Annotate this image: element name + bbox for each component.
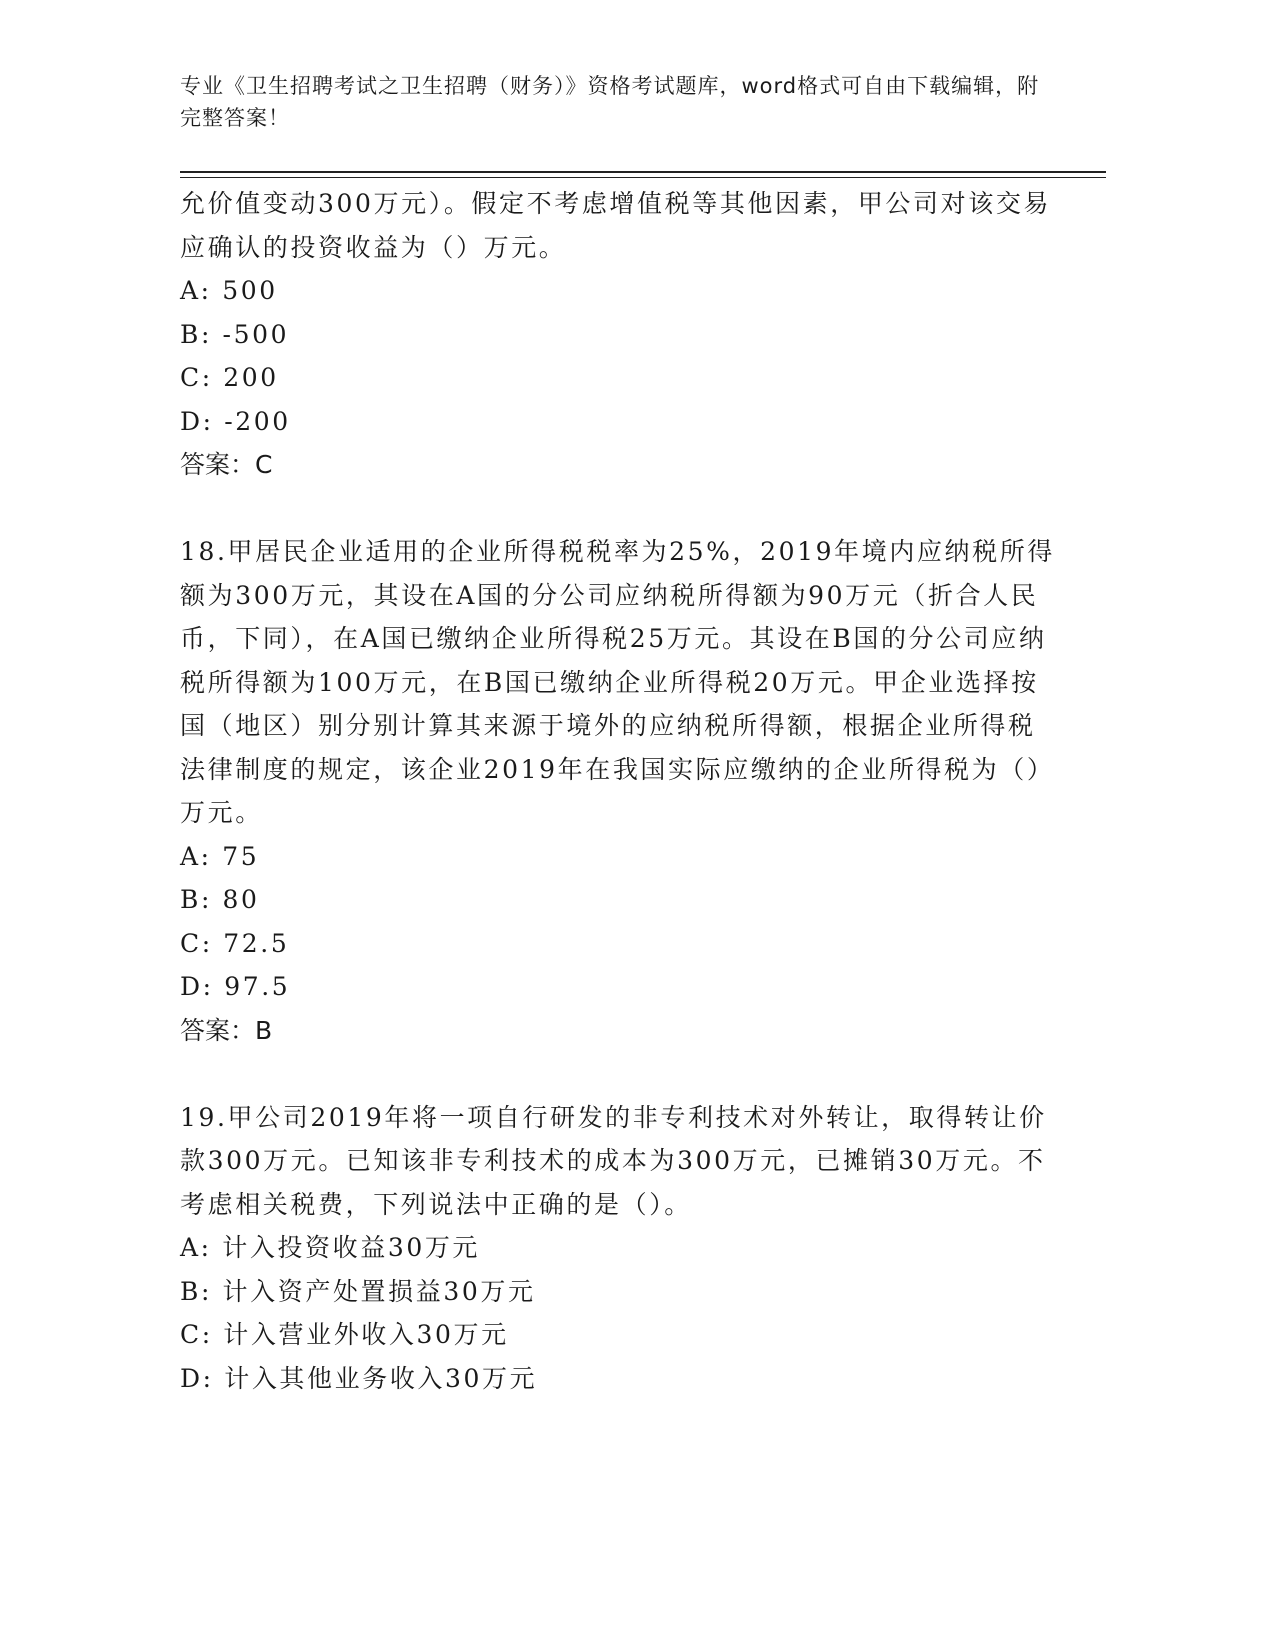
option-b: B: -500 xyxy=(180,319,290,349)
question-17 xyxy=(180,182,1060,487)
option-b: B: 80 xyxy=(180,885,260,914)
spacer xyxy=(180,1052,1060,1096)
option-d: D: -200 xyxy=(180,406,291,436)
option-c: C: 72.5 xyxy=(180,928,290,958)
option-d: D: 97.5 xyxy=(180,972,291,1001)
header-rule-thin xyxy=(180,177,1106,178)
question-19 xyxy=(180,1096,1060,1401)
option-a: A: 500 xyxy=(180,276,278,305)
question-18 xyxy=(180,530,1060,1052)
page-header xyxy=(180,70,1060,134)
option-d: D: 计入其他业务收入30万元 xyxy=(180,1363,538,1393)
document-body xyxy=(180,182,1060,1400)
question-text: 18.甲居民企业适用的企业所得税税率为25%，2019年境内应纳税所得额为300万元，其设在A国的分公司应纳税所得额为90万元（折合人民币，下同），在A国已缴纳企业所得税25万元。其设在B国的分公司应纳税所得额为100万元，在B国已缴纳企业所得税20万元。甲企业选择按国（地区）别分别计算其来源于境外的应纳税所得额，根据企业所得税法律制度的规定，该企业2019年在我国实际应缴纳的企业所得税为（）万元。 xyxy=(180,537,1055,827)
answer-label: 答案：B xyxy=(180,1015,273,1045)
header-title: 专业《卫生招聘考试之卫生招聘（财务）》资格考试题库，word格式可自由下载编辑，附完整答案！ xyxy=(180,74,1040,130)
question-text: 19.甲公司2019年将一项自行研发的非专利技术对外转让，取得转让价款300万元。已知该非专利技术的成本为300万元，已摊销30万元。不考虑相关税费，下列说法中正确的是（）。 xyxy=(180,1102,1047,1219)
spacer xyxy=(180,487,1060,531)
answer-label: 答案：C xyxy=(180,450,273,479)
header-rule-thick xyxy=(180,171,1106,173)
option-c: C: 200 xyxy=(180,363,279,392)
option-c: C: 计入营业外收入30万元 xyxy=(180,1320,509,1349)
option-b: B: 计入资产处置损益30万元 xyxy=(180,1276,536,1306)
option-a: A: 计入投资收益30万元 xyxy=(180,1233,481,1262)
option-a: A: 75 xyxy=(180,841,260,871)
question-text: 允价值变动300万元）。假定不考虑增值税等其他因素，甲公司对该交易应确认的投资收益为（）万元。 xyxy=(180,189,1052,262)
